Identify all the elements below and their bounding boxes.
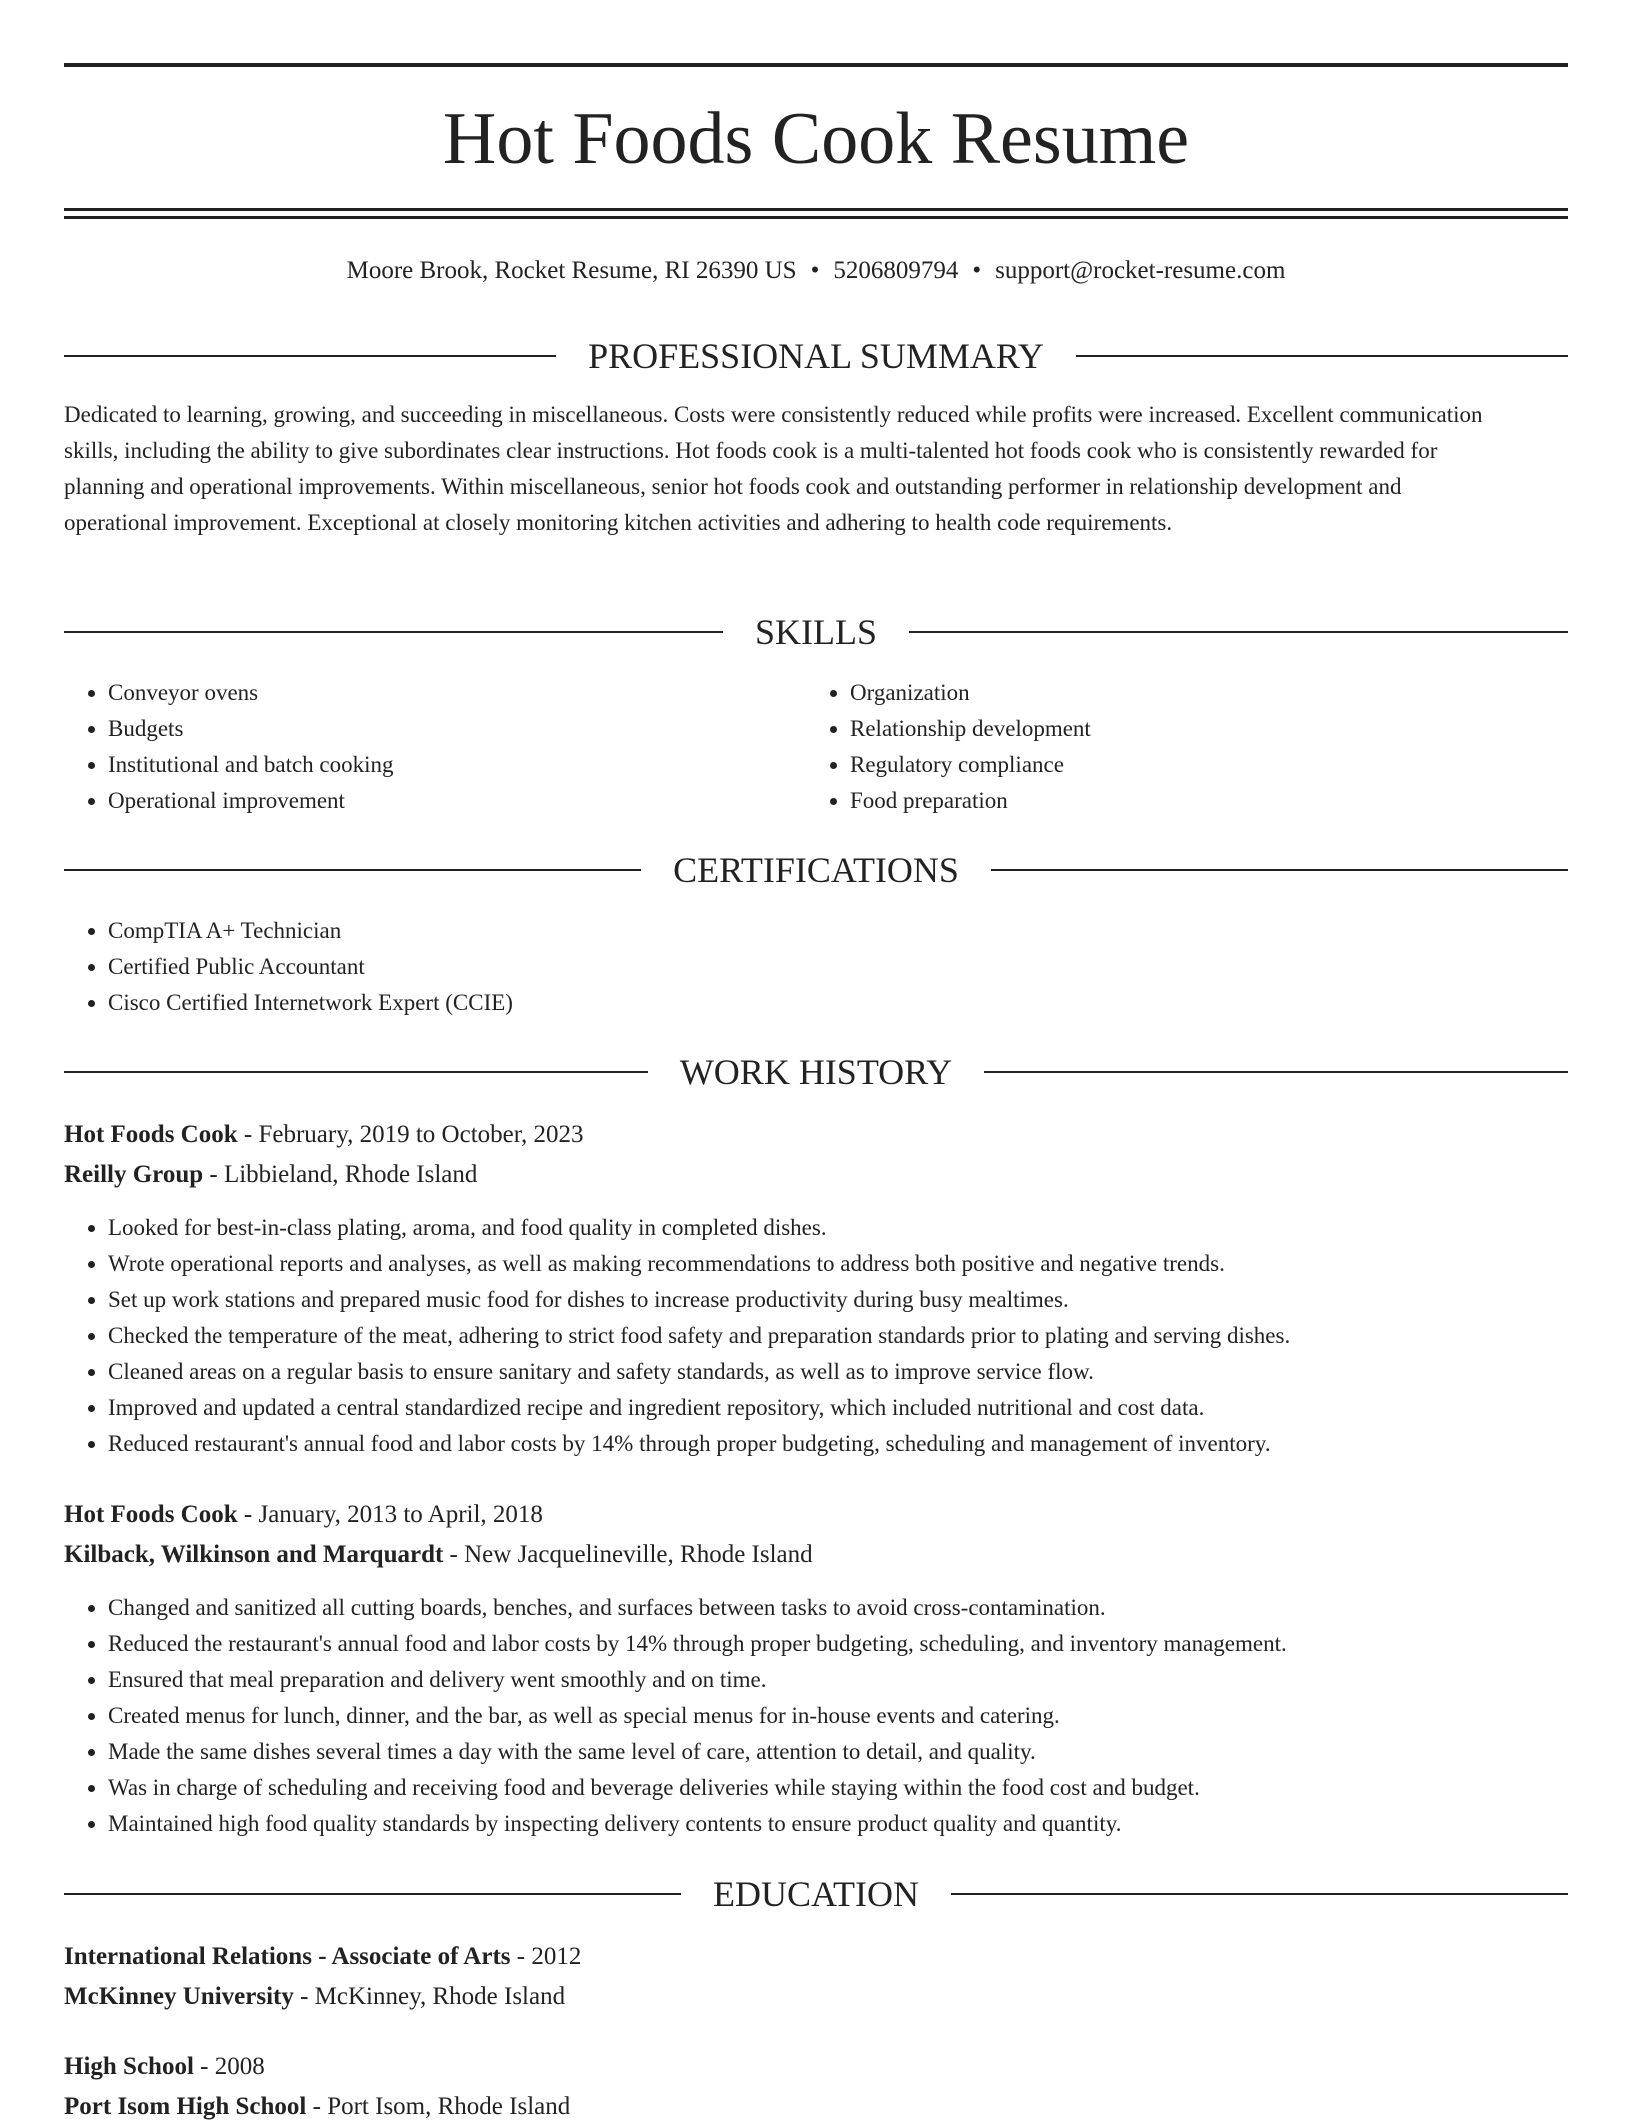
education-school: Port Isom High School — [64, 2093, 307, 2120]
work-section-header — [64, 1050, 1568, 1094]
title-double-rule-lower — [64, 216, 1568, 219]
section-divider — [909, 631, 1568, 633]
job-company-line: Kilback, Wilkinson and Marquardt - New Jacquelineville, Rhode Island — [64, 1541, 813, 1568]
job-bullet: • Wrote operational reports and analyses, as well as making recommendations to address both positive and negative trends. — [108, 1246, 1290, 1282]
job-bullet: • Cleaned areas on a regular basis to ensure sanitary and safety standards, as well as to improve service flow. — [108, 1354, 1290, 1390]
education-field: International Relations — [64, 1943, 312, 1970]
job-dates: February, 2019 to October, 2023 — [258, 1121, 584, 1148]
skill-item: • Budgets — [108, 711, 394, 747]
contact-phone: 5206809794 — [833, 257, 959, 284]
section-divider — [64, 869, 641, 871]
certifications-list — [64, 913, 513, 1021]
skills-heading: SKILLS — [755, 612, 878, 652]
section-divider — [1076, 355, 1568, 357]
education-section-header — [64, 1872, 1568, 1916]
summary-text: Dedicated to learning, growing, and succeeding in miscellaneous. Costs were consistently reduced while profits were increased. Excellent communication skills, including the ability to give subordinates clear instructions. Hot foods cook is a multi-talented hot foods cook who is consistently rewarded for planning and operational improvements. Within miscellaneous, senior hot foods cook and outstanding performer in relationship development and operational improvement. Exceptional at closely monitoring kitchen activities and adhering to health code requirements. — [64, 402, 1483, 535]
contact-address: Moore Brook, Rocket Resume, RI 26390 US — [346, 257, 797, 284]
job-bullet: • Maintained high food quality standards by inspecting delivery contents to ensure product quality and quantity. — [108, 1806, 1287, 1842]
page-title: Hot Foods Cook Resume — [442, 98, 1190, 180]
job-bullets — [64, 1590, 1287, 1842]
job-title-line: Hot Foods Cook - February, 2019 to October, 2023 — [64, 1121, 584, 1148]
job-bullet: • Reduced the restaurant's annual food and labor costs by 14% through proper budgeting, scheduling, and inventory management. — [108, 1626, 1287, 1662]
section-divider — [64, 355, 556, 357]
contact-email: support@rocket-resume.com — [995, 257, 1286, 284]
contact-line — [64, 255, 1568, 287]
job-bullet: • Ensured that meal preparation and delivery went smoothly and on time. — [108, 1662, 1287, 1698]
section-divider — [64, 1071, 648, 1073]
contact-separator: • — [810, 257, 820, 284]
section-divider — [951, 1893, 1568, 1895]
section-divider — [64, 631, 723, 633]
job-title: Hot Foods Cook — [64, 1501, 238, 1528]
job-location: Libbieland, Rhode Island — [223, 1161, 478, 1188]
job-bullet: • Improved and updated a central standardized recipe and ingredient repository, which included nutritional and cost data. — [108, 1390, 1290, 1426]
section-divider — [984, 1071, 1568, 1073]
certification-item: • CompTIA A+ Technician — [108, 913, 513, 949]
section-divider — [991, 869, 1568, 871]
education-heading: EDUCATION — [713, 1874, 919, 1914]
skills-list-right — [806, 675, 1091, 819]
job-bullet: • Changed and sanitized all cutting boards, benches, and surfaces between tasks to avoid cross-contamination. — [108, 1590, 1287, 1626]
skill-item: • Food preparation — [850, 783, 1091, 819]
certifications-heading: CERTIFICATIONS — [673, 850, 959, 890]
certifications-section-header — [64, 848, 1568, 892]
job-bullets — [64, 1210, 1290, 1462]
skills-list-left — [64, 675, 394, 819]
skill-item: • Conveyor ovens — [108, 675, 394, 711]
job-company: Reilly Group — [64, 1161, 204, 1188]
summary-heading: PROFESSIONAL SUMMARY — [588, 336, 1044, 376]
education-location: McKinney, Rhode Island — [314, 1983, 566, 2010]
job-bullet: • Checked the temperature of the meat, adhering to strict food safety and preparation standards prior to plating and serving dishes. — [108, 1318, 1290, 1354]
skill-item: • Organization — [850, 675, 1091, 711]
job-company-line: Reilly Group - Libbieland, Rhode Island — [64, 1161, 478, 1188]
certification-item: • Certified Public Accountant — [108, 949, 513, 985]
education-degree-line: International Relations - Associate of Arts - 2012 — [64, 1943, 582, 1970]
education-field: High School — [64, 2053, 194, 2080]
education-school-line: McKinney University - McKinney, Rhode Island — [64, 1983, 566, 2010]
job-title-line: Hot Foods Cook - January, 2013 to April, 2018 — [64, 1501, 543, 1528]
job-bullet: • Made the same dishes several times a day with the same level of care, attention to detail, and quality. — [108, 1734, 1287, 1770]
job-title: Hot Foods Cook — [64, 1121, 238, 1148]
job-company: Kilback, Wilkinson and Marquardt — [64, 1541, 444, 1568]
skills-section-header — [64, 610, 1568, 654]
education-school-line: Port Isom High School - Port Isom, Rhode Island — [64, 2093, 571, 2120]
top-rule — [64, 63, 1568, 67]
title-double-rule-upper — [64, 208, 1568, 211]
skill-item: • Relationship development — [850, 711, 1091, 747]
job-bullet: • Created menus for lunch, dinner, and the bar, as well as special menus for in-house events and catering. — [108, 1698, 1287, 1734]
skill-item: • Institutional and batch cooking — [108, 747, 394, 783]
section-divider — [64, 1893, 681, 1895]
job-bullet: • Looked for best-in-class plating, aroma, and food quality in completed dishes. — [108, 1210, 1290, 1246]
certification-item: • Cisco Certified Internetwork Expert (CCIE) — [108, 985, 513, 1021]
job-location: New Jacquelineville, Rhode Island — [464, 1541, 813, 1568]
education-degree-line: High School - 2008 — [64, 2053, 265, 2080]
skill-item: • Operational improvement — [108, 783, 394, 819]
job-dates: January, 2013 to April, 2018 — [258, 1501, 543, 1528]
work-heading: WORK HISTORY — [679, 1052, 953, 1092]
education-degree: Associate of Arts — [331, 1943, 511, 1970]
contact-separator: • — [972, 257, 982, 284]
education-school: McKinney University — [64, 1983, 294, 2010]
summary-section-header — [64, 334, 1568, 378]
job-bullet: • Was in charge of scheduling and receiving food and beverage deliveries while staying within the food cost and budget. — [108, 1770, 1287, 1806]
skill-item: • Regulatory compliance — [850, 747, 1091, 783]
education-year: 2008 — [214, 2053, 265, 2080]
education-year: 2012 — [531, 1943, 582, 1970]
job-bullet: • Reduced restaurant's annual food and labor costs by 14% through proper budgeting, scheduling and management of inventory. — [108, 1426, 1290, 1462]
job-bullet: • Set up work stations and prepared music food for dishes to increase productivity during busy mealtimes. — [108, 1282, 1290, 1318]
education-location: Port Isom, Rhode Island — [327, 2093, 571, 2120]
